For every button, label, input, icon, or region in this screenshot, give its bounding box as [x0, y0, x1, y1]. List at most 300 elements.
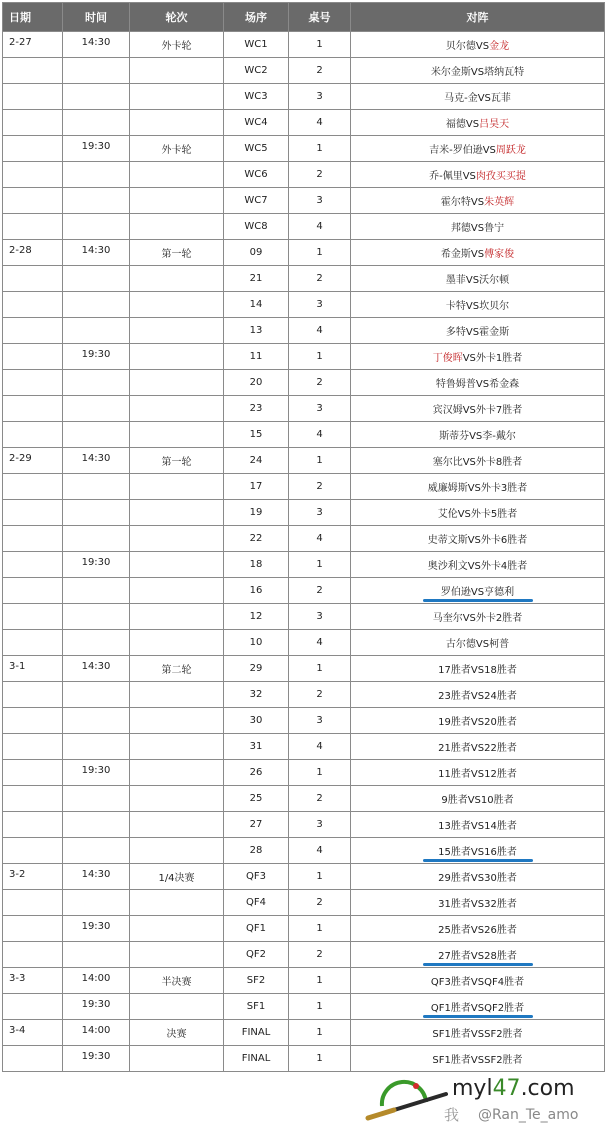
date-cell [3, 890, 63, 916]
player-1: 9胜者 [441, 795, 468, 806]
vs-label: VS [477, 93, 491, 104]
player-2: 亨德利 [484, 587, 515, 598]
player-2: 柯普 [489, 639, 510, 650]
date-cell: 3-2 [3, 864, 63, 890]
match-order-cell: 21 [224, 266, 289, 292]
match-order-cell: 11 [224, 344, 289, 370]
table-no-cell: 1 [289, 1020, 351, 1046]
table-no-cell: 2 [289, 266, 351, 292]
match-order-cell: 28 [224, 838, 289, 864]
player-2: 16胜者 [484, 847, 517, 858]
matchup-cell [351, 916, 605, 942]
vs-label: VS [467, 535, 481, 546]
table-no-cell: 4 [289, 734, 351, 760]
date-cell [3, 188, 63, 214]
player-2: 20胜者 [484, 717, 517, 728]
table-no-cell: 1 [289, 916, 351, 942]
table-row [3, 58, 605, 84]
date-cell [3, 162, 63, 188]
matchup-cell [351, 812, 605, 838]
round-cell [130, 396, 224, 422]
matchup-cell [351, 396, 605, 422]
player-1: 乔-佩里 [429, 171, 463, 182]
table-no-cell: 1 [289, 552, 351, 578]
table-row [3, 890, 605, 916]
round-cell [130, 422, 224, 448]
date-cell [3, 474, 63, 500]
header-table-no: 桌号 [289, 3, 351, 32]
player-1: 23胜者 [438, 691, 471, 702]
table-row [3, 136, 605, 162]
time-cell [63, 890, 130, 916]
date-cell [3, 708, 63, 734]
highlight-underline [423, 963, 533, 966]
table-row [3, 682, 605, 708]
match-order-cell: QF3 [224, 864, 289, 890]
player-2: 18胜者 [484, 665, 517, 676]
match-order-cell: 12 [224, 604, 289, 630]
time-cell [63, 396, 130, 422]
player-1: 17胜者 [438, 665, 471, 676]
table-row [3, 812, 605, 838]
vs-label: VS [470, 873, 485, 884]
vs-label: VS [470, 1029, 485, 1040]
matchup-cell [351, 760, 605, 786]
time-cell [63, 734, 130, 760]
player-1: 特鲁姆普 [435, 379, 476, 390]
round-cell [130, 500, 224, 526]
player-1: 威廉姆斯 [427, 483, 468, 494]
vs-label: VS [470, 717, 485, 728]
time-cell: 19:30 [63, 344, 130, 370]
table-no-cell: 3 [289, 604, 351, 630]
round-cell [130, 292, 224, 318]
time-cell: 14:30 [63, 864, 130, 890]
date-cell: 3-3 [3, 968, 63, 994]
round-cell: 决赛 [130, 1020, 224, 1046]
match-order-cell: 16 [224, 578, 289, 604]
match-order-cell: QF1 [224, 916, 289, 942]
player-2: 外卡5胜者 [470, 509, 518, 520]
matchup-cell [351, 474, 605, 500]
round-cell [130, 188, 224, 214]
player-2: 希金森 [489, 379, 520, 390]
table-row [3, 292, 605, 318]
player-1: 27胜者 [438, 951, 471, 962]
vs-label: VS [470, 691, 485, 702]
player-2: 外卡3胜者 [480, 483, 528, 494]
player-2: 32胜者 [484, 899, 517, 910]
vs-label: VS [470, 951, 485, 962]
table-no-cell: 2 [289, 162, 351, 188]
time-cell: 14:30 [63, 240, 130, 266]
time-cell: 14:00 [63, 1020, 130, 1046]
match-order-cell: 09 [224, 240, 289, 266]
table-row [3, 864, 605, 890]
date-cell [3, 734, 63, 760]
player-2: 坎贝尔 [479, 301, 510, 312]
header-row [3, 3, 605, 32]
vs-label: VS [470, 587, 485, 598]
table-no-cell: 1 [289, 448, 351, 474]
table-row [3, 708, 605, 734]
matchup-cell [351, 110, 605, 136]
round-cell [130, 370, 224, 396]
round-cell [130, 630, 224, 656]
vs-label: VS [470, 821, 485, 832]
round-cell [130, 474, 224, 500]
player-1: 霍尔特 [440, 197, 471, 208]
round-cell [130, 838, 224, 864]
matchup-cell [351, 292, 605, 318]
player-1: 奥沙利文 [427, 561, 468, 572]
player-2: 李-戴尔 [482, 431, 516, 442]
matchup-cell [351, 344, 605, 370]
player-1: 吉米-罗伯逊 [429, 145, 483, 156]
match-order-cell: 29 [224, 656, 289, 682]
vs-label: VS [469, 431, 483, 442]
date-cell [3, 266, 63, 292]
date-cell [3, 760, 63, 786]
date-cell [3, 786, 63, 812]
table-no-cell: 3 [289, 292, 351, 318]
table-no-cell: 1 [289, 1046, 351, 1072]
vs-label: VS [457, 509, 471, 520]
round-cell [130, 890, 224, 916]
player-2: 外卡1胜者 [475, 353, 523, 364]
time-cell [63, 942, 130, 968]
vs-label: VS [462, 171, 476, 182]
date-cell [3, 214, 63, 240]
match-order-cell: 32 [224, 682, 289, 708]
player-1: 多特 [445, 327, 466, 338]
vs-label: VS [467, 561, 481, 572]
date-cell [3, 396, 63, 422]
table-row [3, 448, 605, 474]
table-no-cell: 3 [289, 396, 351, 422]
round-cell: 第二轮 [130, 656, 224, 682]
player-2: 26胜者 [484, 925, 517, 936]
time-cell [63, 84, 130, 110]
player-1: QF1胜者 [430, 1003, 471, 1014]
round-cell [130, 734, 224, 760]
match-order-cell: 19 [224, 500, 289, 526]
player-1: 马克-金 [444, 93, 478, 104]
matchup-cell [351, 734, 605, 760]
highlight-underline [423, 1015, 533, 1018]
snooker-logo-icon [364, 1072, 448, 1128]
time-cell [63, 58, 130, 84]
match-order-cell: QF4 [224, 890, 289, 916]
player-1: 19胜者 [438, 717, 471, 728]
round-cell [130, 942, 224, 968]
matchup-cell [351, 526, 605, 552]
header-matchup: 对阵 [351, 3, 605, 32]
table-row [3, 240, 605, 266]
time-cell: 19:30 [63, 760, 130, 786]
match-order-cell: 25 [224, 786, 289, 812]
round-cell [130, 318, 224, 344]
matchup-cell [351, 266, 605, 292]
time-cell [63, 812, 130, 838]
player-1: SF1胜者 [432, 1029, 471, 1040]
time-cell [63, 110, 130, 136]
round-cell: 第一轮 [130, 448, 224, 474]
round-cell [130, 552, 224, 578]
vs-label: VS [465, 301, 480, 312]
player-1: 斯蒂芬 [439, 431, 470, 442]
match-order-cell: 13 [224, 318, 289, 344]
player-1: 米尔金斯 [430, 67, 471, 78]
round-cell [130, 110, 224, 136]
date-cell: 3-4 [3, 1020, 63, 1046]
vs-label: VS [470, 223, 485, 234]
date-cell [3, 578, 63, 604]
table-row [3, 474, 605, 500]
player-1: 宾汉姆 [432, 405, 463, 416]
player-2: 傅家俊 [484, 249, 515, 260]
date-cell [3, 344, 63, 370]
table-no-cell: 4 [289, 318, 351, 344]
match-order-cell: FINAL [224, 1046, 289, 1072]
matchup-cell [351, 448, 605, 474]
player-1: 史蒂文斯 [427, 535, 468, 546]
highlight-underline [423, 599, 533, 602]
vs-label: VS [470, 67, 485, 78]
time-cell [63, 266, 130, 292]
round-cell: 1/4决赛 [130, 864, 224, 890]
table-no-cell: 1 [289, 32, 351, 58]
table-no-cell: 3 [289, 188, 351, 214]
time-cell [63, 630, 130, 656]
watermark-sub: 我 [444, 1106, 460, 1124]
table-row [3, 552, 605, 578]
matchup-cell [351, 32, 605, 58]
table-row [3, 1020, 605, 1046]
player-1: 贝尔德 [445, 41, 476, 52]
player-2: 10胜者 [480, 795, 514, 806]
player-1: SF1胜者 [432, 1055, 471, 1066]
player-2: QF2胜者 [484, 1003, 525, 1014]
match-order-cell: QF2 [224, 942, 289, 968]
time-cell [63, 318, 130, 344]
date-cell: 2-27 [3, 32, 63, 58]
matchup-cell [351, 864, 605, 890]
player-2: 周跃龙 [495, 145, 526, 156]
time-cell [63, 188, 130, 214]
table-row [3, 32, 605, 58]
table-no-cell: 2 [289, 786, 351, 812]
time-cell: 19:30 [63, 994, 130, 1020]
player-2: 瓦菲 [490, 93, 511, 104]
matchup-cell [351, 318, 605, 344]
player-2: 24胜者 [484, 691, 517, 702]
vs-label: VS [465, 275, 480, 286]
vs-label: VS [470, 665, 485, 676]
player-1: 21胜者 [438, 743, 471, 754]
date-cell [3, 838, 63, 864]
match-order-cell: SF2 [224, 968, 289, 994]
table-row [3, 422, 605, 448]
date-cell [3, 942, 63, 968]
table-no-cell: 1 [289, 656, 351, 682]
player-2: 28胜者 [484, 951, 517, 962]
matchup-cell [351, 708, 605, 734]
time-cell [63, 474, 130, 500]
round-cell [130, 994, 224, 1020]
date-cell [3, 422, 63, 448]
table-no-cell: 3 [289, 812, 351, 838]
table-row [3, 266, 605, 292]
time-cell [63, 578, 130, 604]
player-1: 墨菲 [445, 275, 466, 286]
player-1: 31胜者 [438, 899, 471, 910]
table-row [3, 370, 605, 396]
table-no-cell: 4 [289, 630, 351, 656]
match-order-cell: WC5 [224, 136, 289, 162]
table-no-cell: 2 [289, 474, 351, 500]
round-cell [130, 604, 224, 630]
table-row [3, 968, 605, 994]
match-order-cell: 31 [224, 734, 289, 760]
table-no-cell: 4 [289, 838, 351, 864]
table-no-cell: 1 [289, 240, 351, 266]
match-order-cell: WC1 [224, 32, 289, 58]
vs-label: VS [470, 743, 485, 754]
player-2: 霍金斯 [479, 327, 510, 338]
match-order-cell: 18 [224, 552, 289, 578]
player-1: 古尔德 [445, 639, 476, 650]
vs-label: VS [467, 795, 481, 806]
time-cell [63, 682, 130, 708]
table-row [3, 396, 605, 422]
player-2: 朱英辉 [484, 197, 515, 208]
round-cell: 第一轮 [130, 240, 224, 266]
player-1: 11胜者 [438, 769, 471, 780]
date-cell [3, 552, 63, 578]
vs-label: VS [475, 639, 490, 650]
vs-label: VS [462, 457, 476, 468]
matchup-cell [351, 162, 605, 188]
player-2: 外卡7胜者 [475, 405, 523, 416]
round-cell [130, 58, 224, 84]
table-row [3, 344, 605, 370]
player-1: 艾伦 [437, 509, 458, 520]
table-no-cell: 2 [289, 890, 351, 916]
time-cell [63, 162, 130, 188]
time-cell: 19:30 [63, 136, 130, 162]
table-no-cell: 4 [289, 526, 351, 552]
table-no-cell: 1 [289, 994, 351, 1020]
table-row [3, 630, 605, 656]
player-1: 29胜者 [438, 873, 471, 884]
match-order-cell: 10 [224, 630, 289, 656]
table-row [3, 214, 605, 240]
table-row [3, 84, 605, 110]
matchup-cell [351, 630, 605, 656]
matchup-cell [351, 890, 605, 916]
match-order-cell: 24 [224, 448, 289, 474]
date-cell [3, 110, 63, 136]
highlight-underline [423, 859, 533, 862]
table-row [3, 188, 605, 214]
vs-label: VS [470, 769, 485, 780]
match-order-cell: WC7 [224, 188, 289, 214]
round-cell [130, 786, 224, 812]
vs-label: VS [462, 353, 476, 364]
table-row [3, 734, 605, 760]
player-1: 福德 [445, 119, 466, 130]
player-2: SF2胜者 [484, 1055, 523, 1066]
vs-label: VS [482, 145, 496, 156]
player-1: 丁俊晖 [432, 353, 463, 364]
round-cell: 外卡轮 [130, 32, 224, 58]
player-1: 希金斯 [440, 249, 471, 260]
table-row [3, 604, 605, 630]
player-1: 马奎尔 [432, 613, 463, 624]
date-cell [3, 318, 63, 344]
player-1: 13胜者 [438, 821, 471, 832]
watermark-handle: @Ran_Te_amo [478, 1107, 579, 1123]
time-cell: 14:30 [63, 656, 130, 682]
table-no-cell: 2 [289, 942, 351, 968]
matchup-cell [351, 84, 605, 110]
round-cell [130, 214, 224, 240]
matchup-cell [351, 136, 605, 162]
table-no-cell: 2 [289, 682, 351, 708]
header-match-order: 场序 [224, 3, 289, 32]
match-order-cell: 30 [224, 708, 289, 734]
date-cell: 3-1 [3, 656, 63, 682]
vs-label: VS [475, 379, 490, 390]
vs-label: VS [470, 249, 485, 260]
round-cell [130, 266, 224, 292]
time-cell [63, 214, 130, 240]
table-no-cell: 1 [289, 136, 351, 162]
player-1: 邦德 [450, 223, 471, 234]
date-cell [3, 84, 63, 110]
match-order-cell: FINAL [224, 1020, 289, 1046]
date-cell [3, 292, 63, 318]
match-order-cell: WC3 [224, 84, 289, 110]
time-cell: 14:00 [63, 968, 130, 994]
round-cell: 外卡轮 [130, 136, 224, 162]
date-cell [3, 630, 63, 656]
date-cell [3, 916, 63, 942]
player-2: 外卡6胜者 [480, 535, 528, 546]
vs-label: VS [462, 405, 476, 416]
round-cell [130, 344, 224, 370]
match-order-cell: 23 [224, 396, 289, 422]
vs-label: VS [475, 41, 490, 52]
table-row [3, 318, 605, 344]
date-cell: 2-28 [3, 240, 63, 266]
player-1: QF3胜者 [430, 977, 471, 988]
round-cell: 半决赛 [130, 968, 224, 994]
match-order-cell: 20 [224, 370, 289, 396]
player-2: 沃尔顿 [479, 275, 510, 286]
time-cell: 19:30 [63, 552, 130, 578]
matchup-cell [351, 370, 605, 396]
round-cell [130, 760, 224, 786]
vs-label: VS [470, 1055, 485, 1066]
player-2: 鲁宁 [484, 223, 505, 234]
player-1: 25胜者 [438, 925, 471, 936]
round-cell [130, 812, 224, 838]
time-cell [63, 370, 130, 396]
table-row [3, 760, 605, 786]
time-cell: 19:30 [63, 916, 130, 942]
